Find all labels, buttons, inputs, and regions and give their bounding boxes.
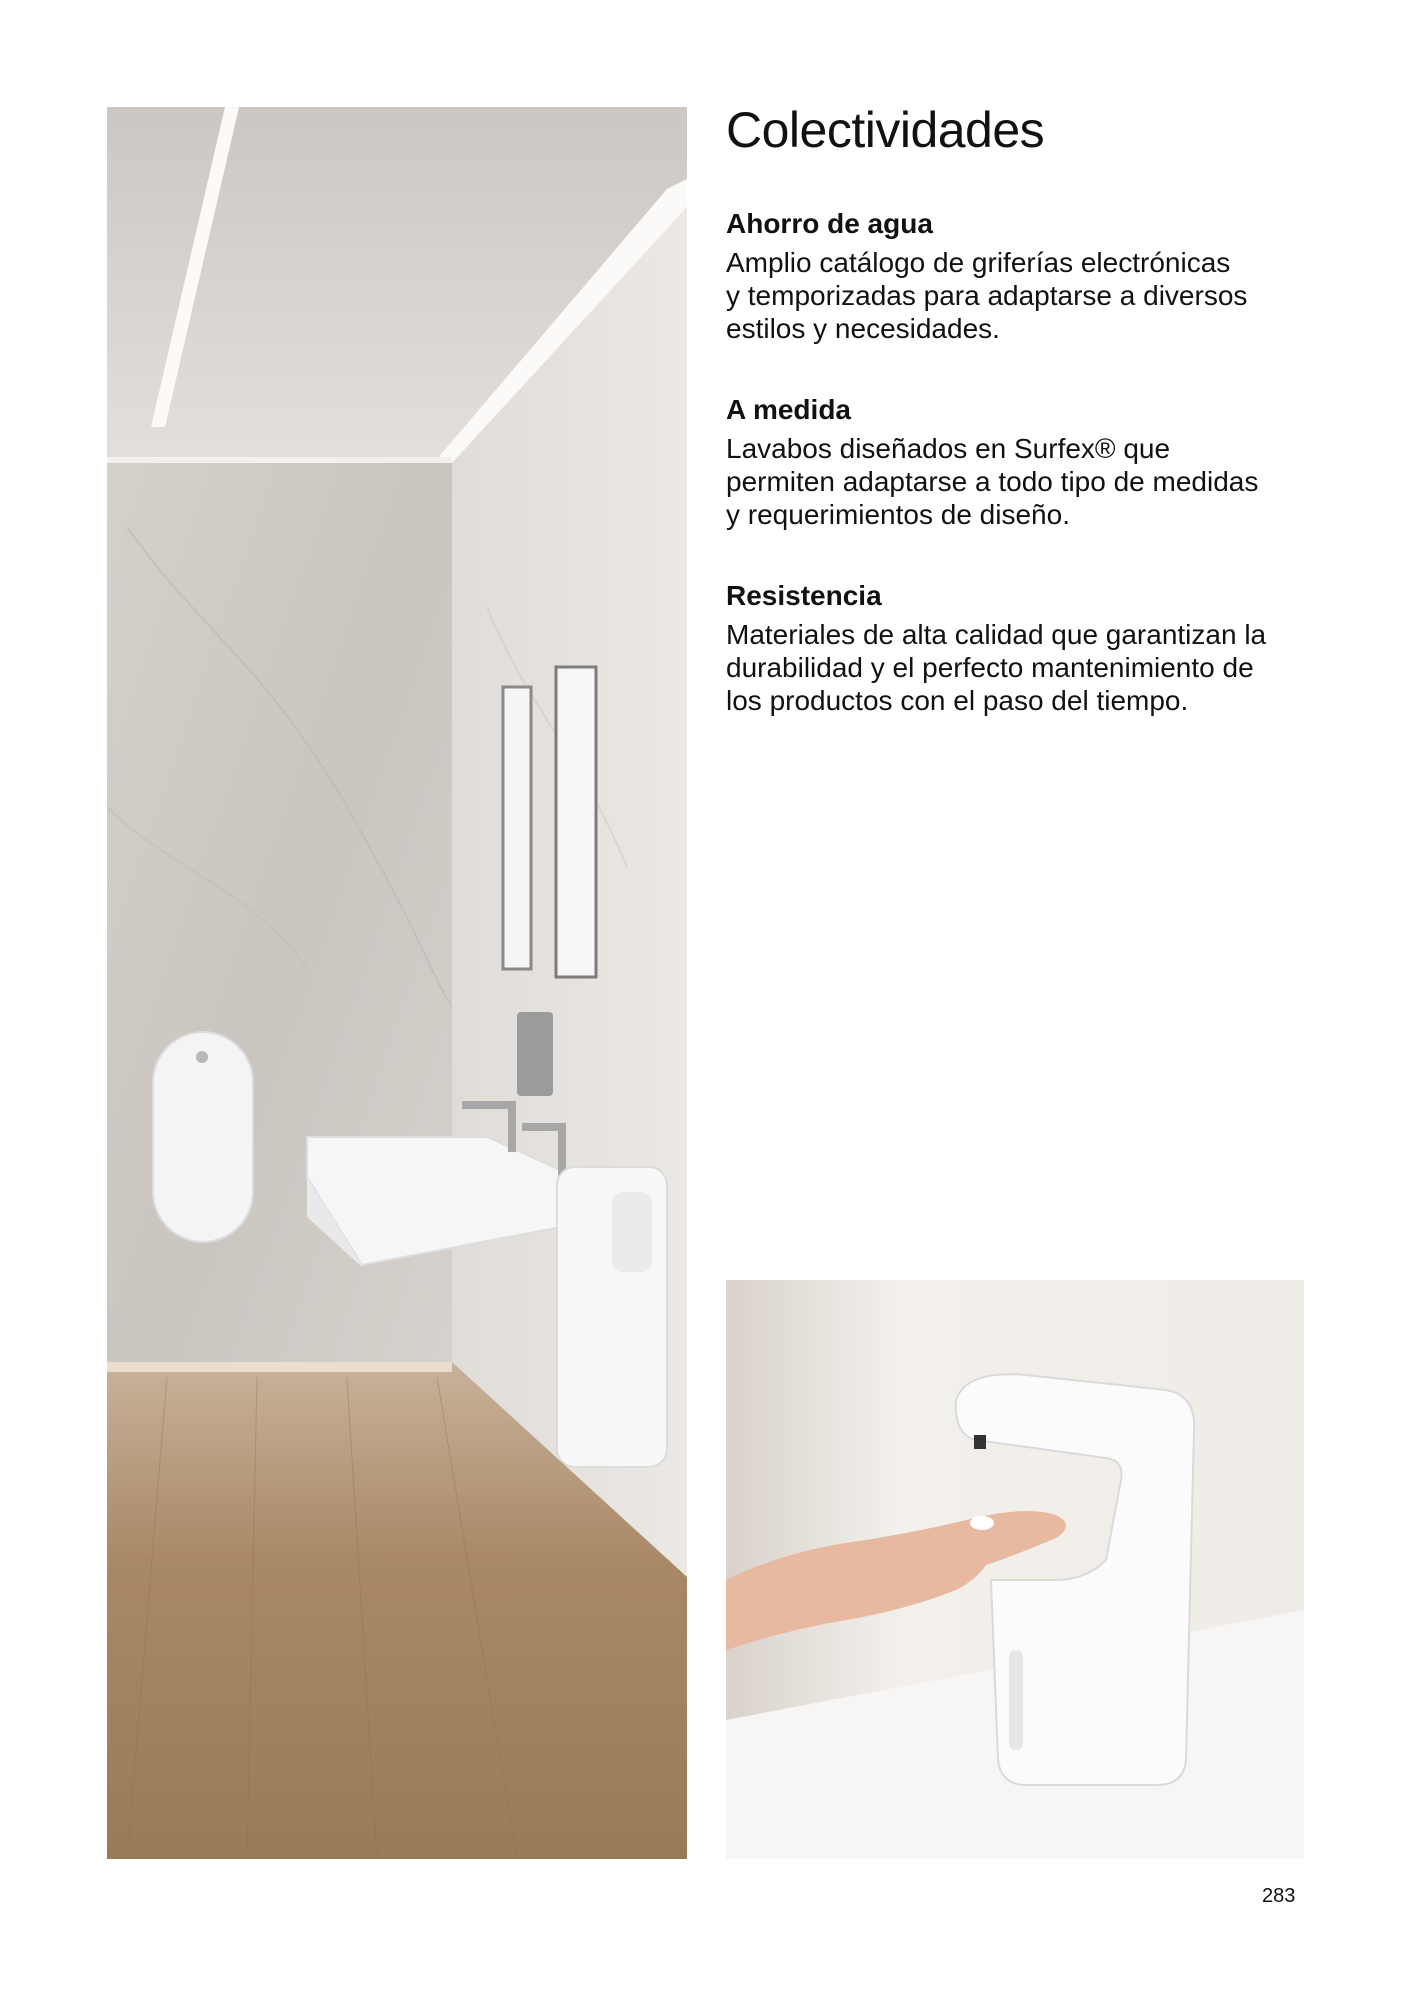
section-water-saving bbox=[726, 206, 1326, 345]
section-body: Materiales de alta calidad que garantizan la durabilidad y el perfecto mantenimiento de los productos con el paso del tiempo. bbox=[726, 619, 1267, 716]
bathroom-photo bbox=[107, 107, 687, 1859]
section-custom-made bbox=[726, 392, 1326, 531]
section-heading: Ahorro de agua bbox=[726, 208, 933, 239]
section-heading: Resistencia bbox=[726, 580, 882, 611]
section-resistance bbox=[726, 578, 1326, 717]
page-number: 283 bbox=[1262, 1885, 1296, 1907]
page-title: Colectividades bbox=[726, 102, 1045, 158]
soap-dispenser-photo bbox=[726, 1280, 1304, 1859]
section-heading: A medida bbox=[726, 394, 851, 425]
section-body: Lavabos diseñados en Surfex® que permiten adaptarse a todo tipo de medidas y requerimientos de diseño. bbox=[726, 433, 1259, 530]
section-body: Amplio catálogo de griferías electrónicas y temporizadas para adaptarse a diversos estilos y necesidades. bbox=[726, 247, 1248, 344]
